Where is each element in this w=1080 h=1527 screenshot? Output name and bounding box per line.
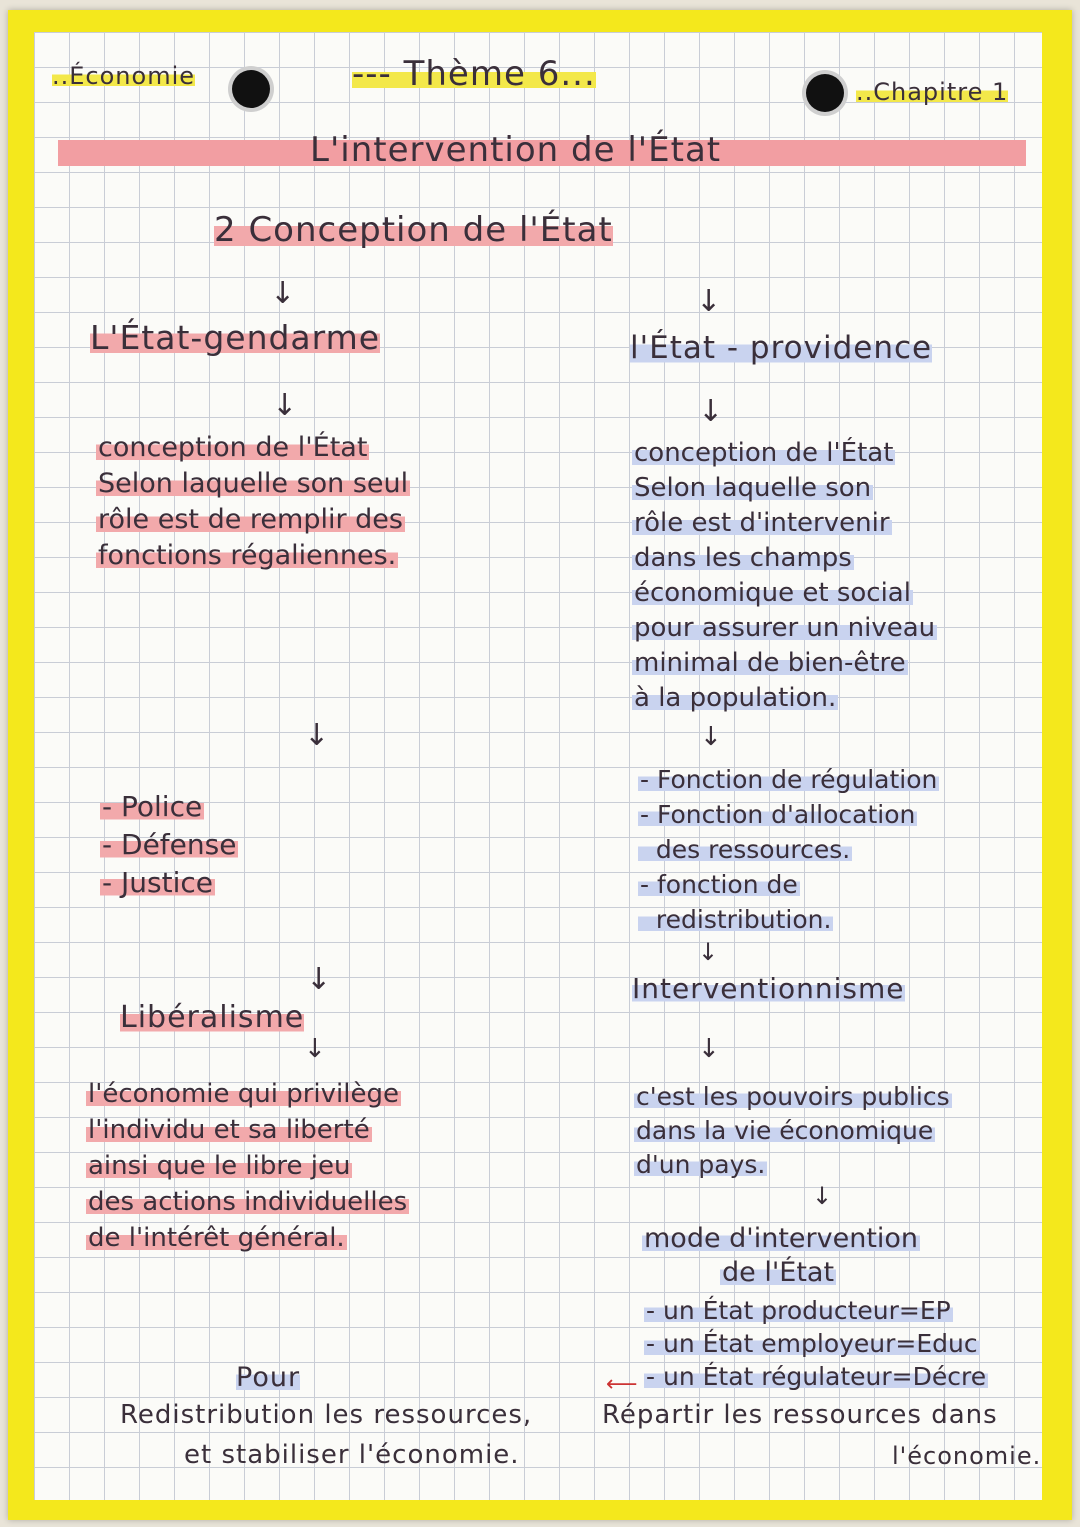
- right-definition-line: pour assurer un niveau: [634, 613, 936, 643]
- left-doctrine-line: l'individu et sa liberté: [88, 1115, 370, 1145]
- arrow-down-icon: ↓: [272, 388, 298, 423]
- right-doctrine-definition: [634, 1080, 952, 1182]
- right-definition-line: dans les champs: [634, 543, 852, 573]
- left-doctrine-line: l'économie qui privilège: [88, 1079, 399, 1109]
- arrow-down-icon: ↓: [696, 284, 722, 319]
- right-function-item: - fonction de: [640, 870, 798, 899]
- right-doctrine-line: dans la vie économique: [636, 1116, 934, 1145]
- right-doctrine-line: c'est les pouvoirs publics: [636, 1082, 950, 1111]
- page-title: L'intervention de l'État: [310, 130, 722, 170]
- left-doctrine-line: des actions individuelles: [88, 1187, 408, 1217]
- arrow-down-icon: ↓: [306, 962, 332, 997]
- left-doctrine-line: de l'intérêt général.: [88, 1223, 345, 1253]
- grid-paper-sheet: [34, 32, 1042, 1500]
- bottom-right-line1: Répartir les ressources dans: [602, 1400, 998, 1430]
- right-definition-line: minimal de bien-être: [634, 648, 906, 678]
- left-doctrine: Libéralisme: [120, 1000, 305, 1035]
- right-mode-title: [642, 1222, 920, 1290]
- right-function-item: - Fonction de régulation: [640, 765, 938, 794]
- left-function-item: - Justice: [102, 866, 213, 899]
- left-heading: L'État-gendarme: [90, 318, 381, 357]
- right-function-item: des ressources.: [640, 835, 851, 864]
- right-modes-list: [644, 1294, 988, 1393]
- subject-label: ..Économie: [52, 62, 196, 90]
- bottom-left-line2: et stabiliser l'économie.: [184, 1440, 520, 1470]
- left-definition: [96, 430, 410, 574]
- right-definition-line: conception de l'État: [634, 438, 894, 468]
- arrow-down-icon: ↓: [304, 718, 330, 753]
- arrow-down-icon: ↓: [698, 394, 724, 429]
- right-definition-line: à la population.: [634, 683, 837, 713]
- arrow-down-icon: ↓: [698, 938, 719, 966]
- left-function-item: - Police: [102, 790, 203, 823]
- right-doctrine-line: d'un pays.: [636, 1150, 766, 1179]
- chapter-label: ..Chapitre 1: [856, 78, 1009, 106]
- right-heading: l'État - providence: [630, 330, 933, 366]
- bottom-right-line2: l'économie.: [892, 1442, 1042, 1470]
- left-function-item: - Défense: [102, 828, 237, 861]
- right-functions-list: [638, 762, 939, 937]
- mode-title-line: de l'État: [722, 1257, 835, 1288]
- left-definition-line: fonctions régaliennes.: [98, 540, 397, 571]
- right-function-item: redistribution.: [640, 905, 832, 934]
- binder-hole-left: [232, 70, 270, 108]
- theme-label: --- Thème 6...: [352, 54, 596, 94]
- right-doctrine: Interventionnisme: [632, 972, 905, 1005]
- left-doctrine-definition: [86, 1076, 409, 1256]
- left-functions-list: [100, 788, 238, 902]
- left-definition-line: rôle est de remplir des: [98, 504, 403, 535]
- arrow-down-icon: ↓: [270, 276, 296, 311]
- left-definition-line: Selon laquelle son seul: [98, 468, 409, 499]
- right-function-item: - Fonction d'allocation: [640, 800, 916, 829]
- arrow-down-icon: ↓: [304, 1034, 326, 1064]
- right-definition-line: rôle est d'intervenir: [634, 508, 890, 538]
- section-heading: 2 Conception de l'État: [214, 210, 613, 250]
- mode-item: - un État employeur=Educ: [646, 1329, 978, 1358]
- pour-label: Pour: [236, 1362, 301, 1393]
- right-definition: [632, 436, 937, 716]
- left-doctrine-line: ainsi que le libre jeu: [88, 1151, 351, 1181]
- arrow-down-icon: ↓: [698, 1034, 720, 1064]
- right-definition-line: économique et social: [634, 578, 911, 608]
- mode-title-line: mode d'intervention: [644, 1223, 919, 1254]
- right-definition-line: Selon laquelle son: [634, 473, 872, 503]
- binder-hole-right: [806, 74, 844, 112]
- mode-item: - un État producteur=EP: [646, 1296, 951, 1325]
- arrow-left-icon: ⟵: [606, 1372, 638, 1397]
- mode-item: - un État régulateur=Décre: [646, 1362, 987, 1391]
- arrow-down-icon: ↓: [700, 722, 722, 752]
- left-definition-line: conception de l'État: [98, 432, 368, 463]
- arrow-down-icon: ↓: [812, 1182, 833, 1210]
- bottom-left-line1: Redistribution les ressources,: [120, 1400, 533, 1430]
